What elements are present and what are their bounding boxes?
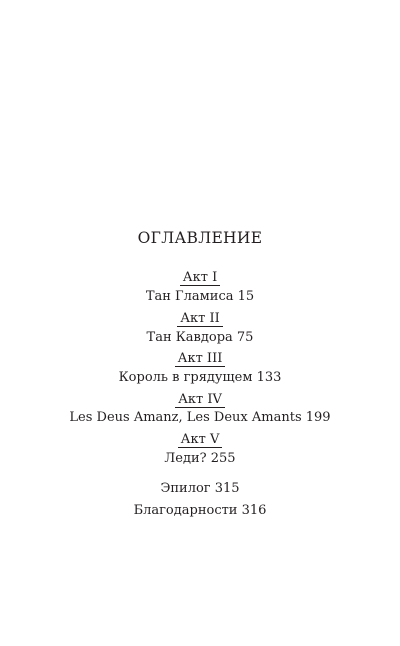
act-1-label: Акт I xyxy=(180,271,220,286)
act-5-entry: Леди? 255 xyxy=(164,451,236,466)
act-3-entry: Король в грядущем 133 xyxy=(118,370,282,385)
act-4-heading xyxy=(0,392,400,408)
act-3-heading xyxy=(0,351,400,367)
acknowledgements-entry: Благодарности 316 xyxy=(133,503,267,518)
act-2-entry: Тан Кавдора 75 xyxy=(146,330,254,345)
act-2-heading xyxy=(0,311,400,327)
act-5-heading xyxy=(0,432,400,448)
epilogue-entry: Эпилог 315 xyxy=(160,481,240,496)
act-2-label: Акт II xyxy=(177,312,223,327)
act-4-entry: Les Deus Amanz, Les Deux Amants 199 xyxy=(69,410,331,425)
act-1-heading xyxy=(0,270,400,286)
toc-title: ОГЛАВЛЕНИЕ xyxy=(137,229,263,247)
act-5-label: Акт V xyxy=(178,433,223,448)
act-1-entry: Тан Гламиса 15 xyxy=(145,289,255,304)
act-3-label: Акт III xyxy=(175,352,226,367)
act-4-label: Акт IV xyxy=(175,393,225,408)
